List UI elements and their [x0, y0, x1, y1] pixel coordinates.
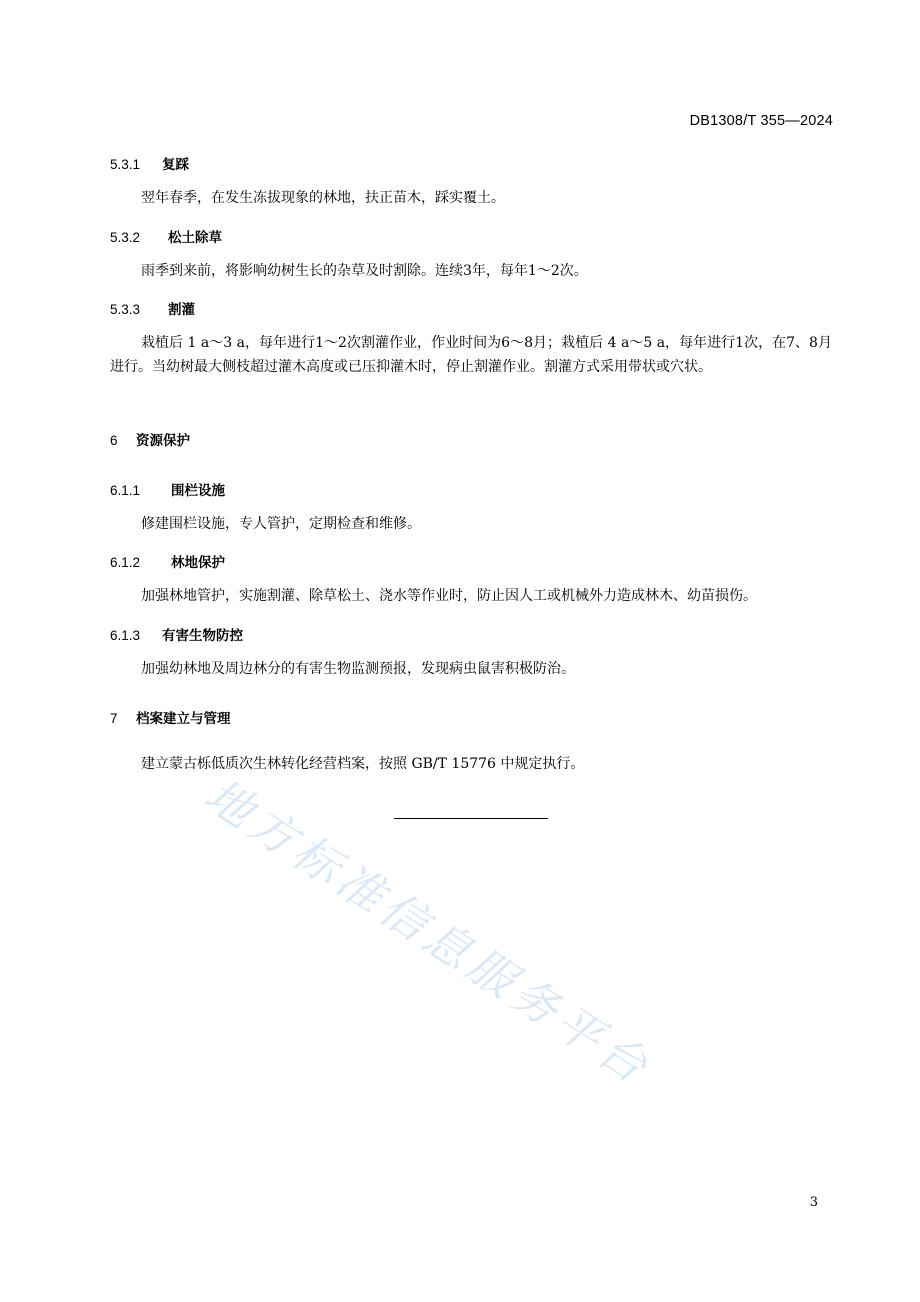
heading-number: 5.3.1: [110, 157, 141, 172]
paragraph-6-1-2: 加强林地管护，实施割灌、除草松土、浇水等作业时，防止因人工或机械外力造成林木、幼苗损伤。: [141, 588, 757, 604]
watermark: 地方标准信息服务平台: [195, 767, 662, 1097]
heading-6-1-2: [110, 551, 225, 571]
heading-7: [110, 707, 231, 727]
heading-5-3-3: [110, 298, 195, 318]
heading-title: 围栏设施: [171, 483, 225, 499]
end-rule: [394, 818, 548, 819]
heading-6-1-3: [110, 624, 243, 644]
heading-number: 6.1.2: [110, 555, 141, 570]
paragraph-5-3-1: 翌年春季，在发生冻拔现象的林地，扶正苗木，踩实覆土。: [141, 190, 505, 206]
heading-title: 档案建立与管理: [136, 711, 231, 727]
heading-title: 资源保护: [136, 433, 190, 449]
heading-title: 林地保护: [171, 555, 225, 571]
heading-number: 6.1.1: [110, 483, 141, 498]
page-number: 3: [809, 1195, 818, 1210]
heading-title: 松土除草: [168, 230, 222, 246]
heading-number: 7: [110, 711, 118, 726]
heading-title: 有害生物防控: [162, 628, 243, 644]
paragraph-7: 建立蒙古栎低质次生林转化经营档案，按照 GB/T 15776 中规定执行。: [141, 756, 585, 772]
heading-title: 复踩: [162, 157, 189, 173]
heading-5-3-2: [110, 226, 222, 246]
heading-6: [110, 429, 190, 449]
standard-code: DB1308/T 355—2024: [689, 113, 833, 129]
heading-number: 6: [110, 433, 118, 448]
heading-title: 割灌: [168, 302, 195, 318]
paragraph-5-3-3: 栽植后 1 a～3 a，每年进行1～2次割灌作业，作业时间为6～8月；栽植后 4 a～5 a，每年进行1次，在7、8月进行。当幼树最大侧枝超过灌木高度或已压抑灌木时，停止割灌作业。割灌方式采用带状或穴状。: [110, 335, 832, 375]
paragraph-6-1-3: 加强幼林地及周边林分的有害生物监测预报，发现病虫鼠害积极防治。: [141, 661, 575, 677]
paragraph-6-1-1: 修建围栏设施，专人管护，定期检查和维修。: [141, 516, 421, 532]
heading-number: 6.1.3: [110, 628, 141, 643]
heading-number: 5.3.3: [110, 302, 141, 317]
heading-5-3-1: [110, 153, 189, 173]
heading-number: 5.3.2: [110, 230, 141, 245]
heading-6-1-1: [110, 479, 225, 499]
paragraph-5-3-2: 雨季到来前，将影响幼树生长的杂草及时割除。连续3年，每年1～2次。: [141, 263, 588, 279]
